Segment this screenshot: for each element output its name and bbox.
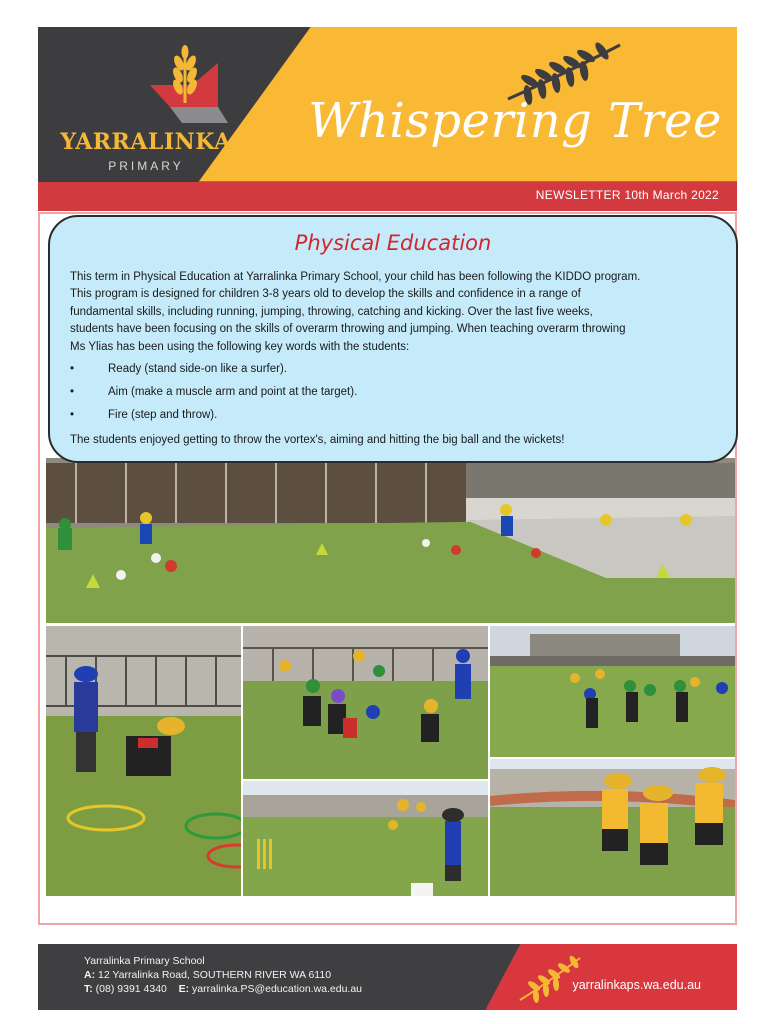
newsletter-header [38,27,737,211]
photo-overarm-throw [490,759,735,896]
photo-target-throw [243,781,488,896]
photo-field-line [490,626,735,757]
bullet-icon: • [70,409,75,421]
intro-line: This term in Physical Education at Yarralinka Primary School, your child has been following the KIDDO program. [70,271,641,283]
photo-hoop-jumping [46,626,241,896]
article-closing: The students enjoyed getting to throw the vortex's, aiming and hitting the big ball and the wickets! [70,434,565,446]
photo-throwing-practice [46,458,735,623]
issue-date: NEWSLETTER 10th March 2022 [535,188,719,202]
footer-address: A: 12 Yarralinka Road, SOUTHERN RIVER WA 6110 [84,969,332,981]
newsletter-footer [38,944,737,1010]
article-intro [70,269,714,356]
footer-phone: (08) 9391 4340 [95,983,167,995]
bullet-icon: • [70,363,75,375]
school-logo-icon [130,45,240,137]
footer-school-name: Yarralinka Primary School [84,955,205,967]
intro-line: Ms Ylias has been using the following key words with the students: [70,340,410,353]
bullet-icon: • [70,386,75,398]
article-heading: Physical Education [294,231,492,255]
intro-line: students have been focusing on the skills of overarm throwing and jumping. When teaching overarm throwing [70,323,626,336]
intro-line: fundamental skills, including running, jumping, throwing, catching and kicking. Over the last five weeks, [70,305,593,318]
intro-line: This program is designed for children 3-8 years old to develop the skills and confidence in a range of [70,288,581,301]
footer-email[interactable]: yarralinka.PS@education.wa.edu.au [192,983,363,995]
school-website-link[interactable]: yarralinkaps.wa.edu.au [572,978,701,992]
photo-group-landing [243,626,488,779]
footer-contact: T: (08) 9391 4340 E: yarralinka.PS@education.wa.edu.au [84,983,363,995]
newsletter-title: Whispering Tree [308,93,722,149]
school-subtitle: PRIMARY [108,159,184,173]
article-panel: Physical Education This term in Physical Education at Yarralinka Primary School, your child has been following the KIDDO program. This program is designed for children 3-8 years old to develop the skills and confidence in a range of fundamental skills, including running, jumping, throwing, catching and kicking. Over the last five weeks, students have been focusing on the skills of overarm throwing and jumping. When teaching overarm throwing Ms Ylias has been using the following key words with the students: • Ready (stand side-on like a surfer). • Aim (make a muscle arm and point at the target). • Fire (step and throw). The students enjoyed getting to throw the vortex's, aiming and hitting the big ball and the wickets! [48,215,738,463]
school-name: YARRALINKA [60,129,232,155]
